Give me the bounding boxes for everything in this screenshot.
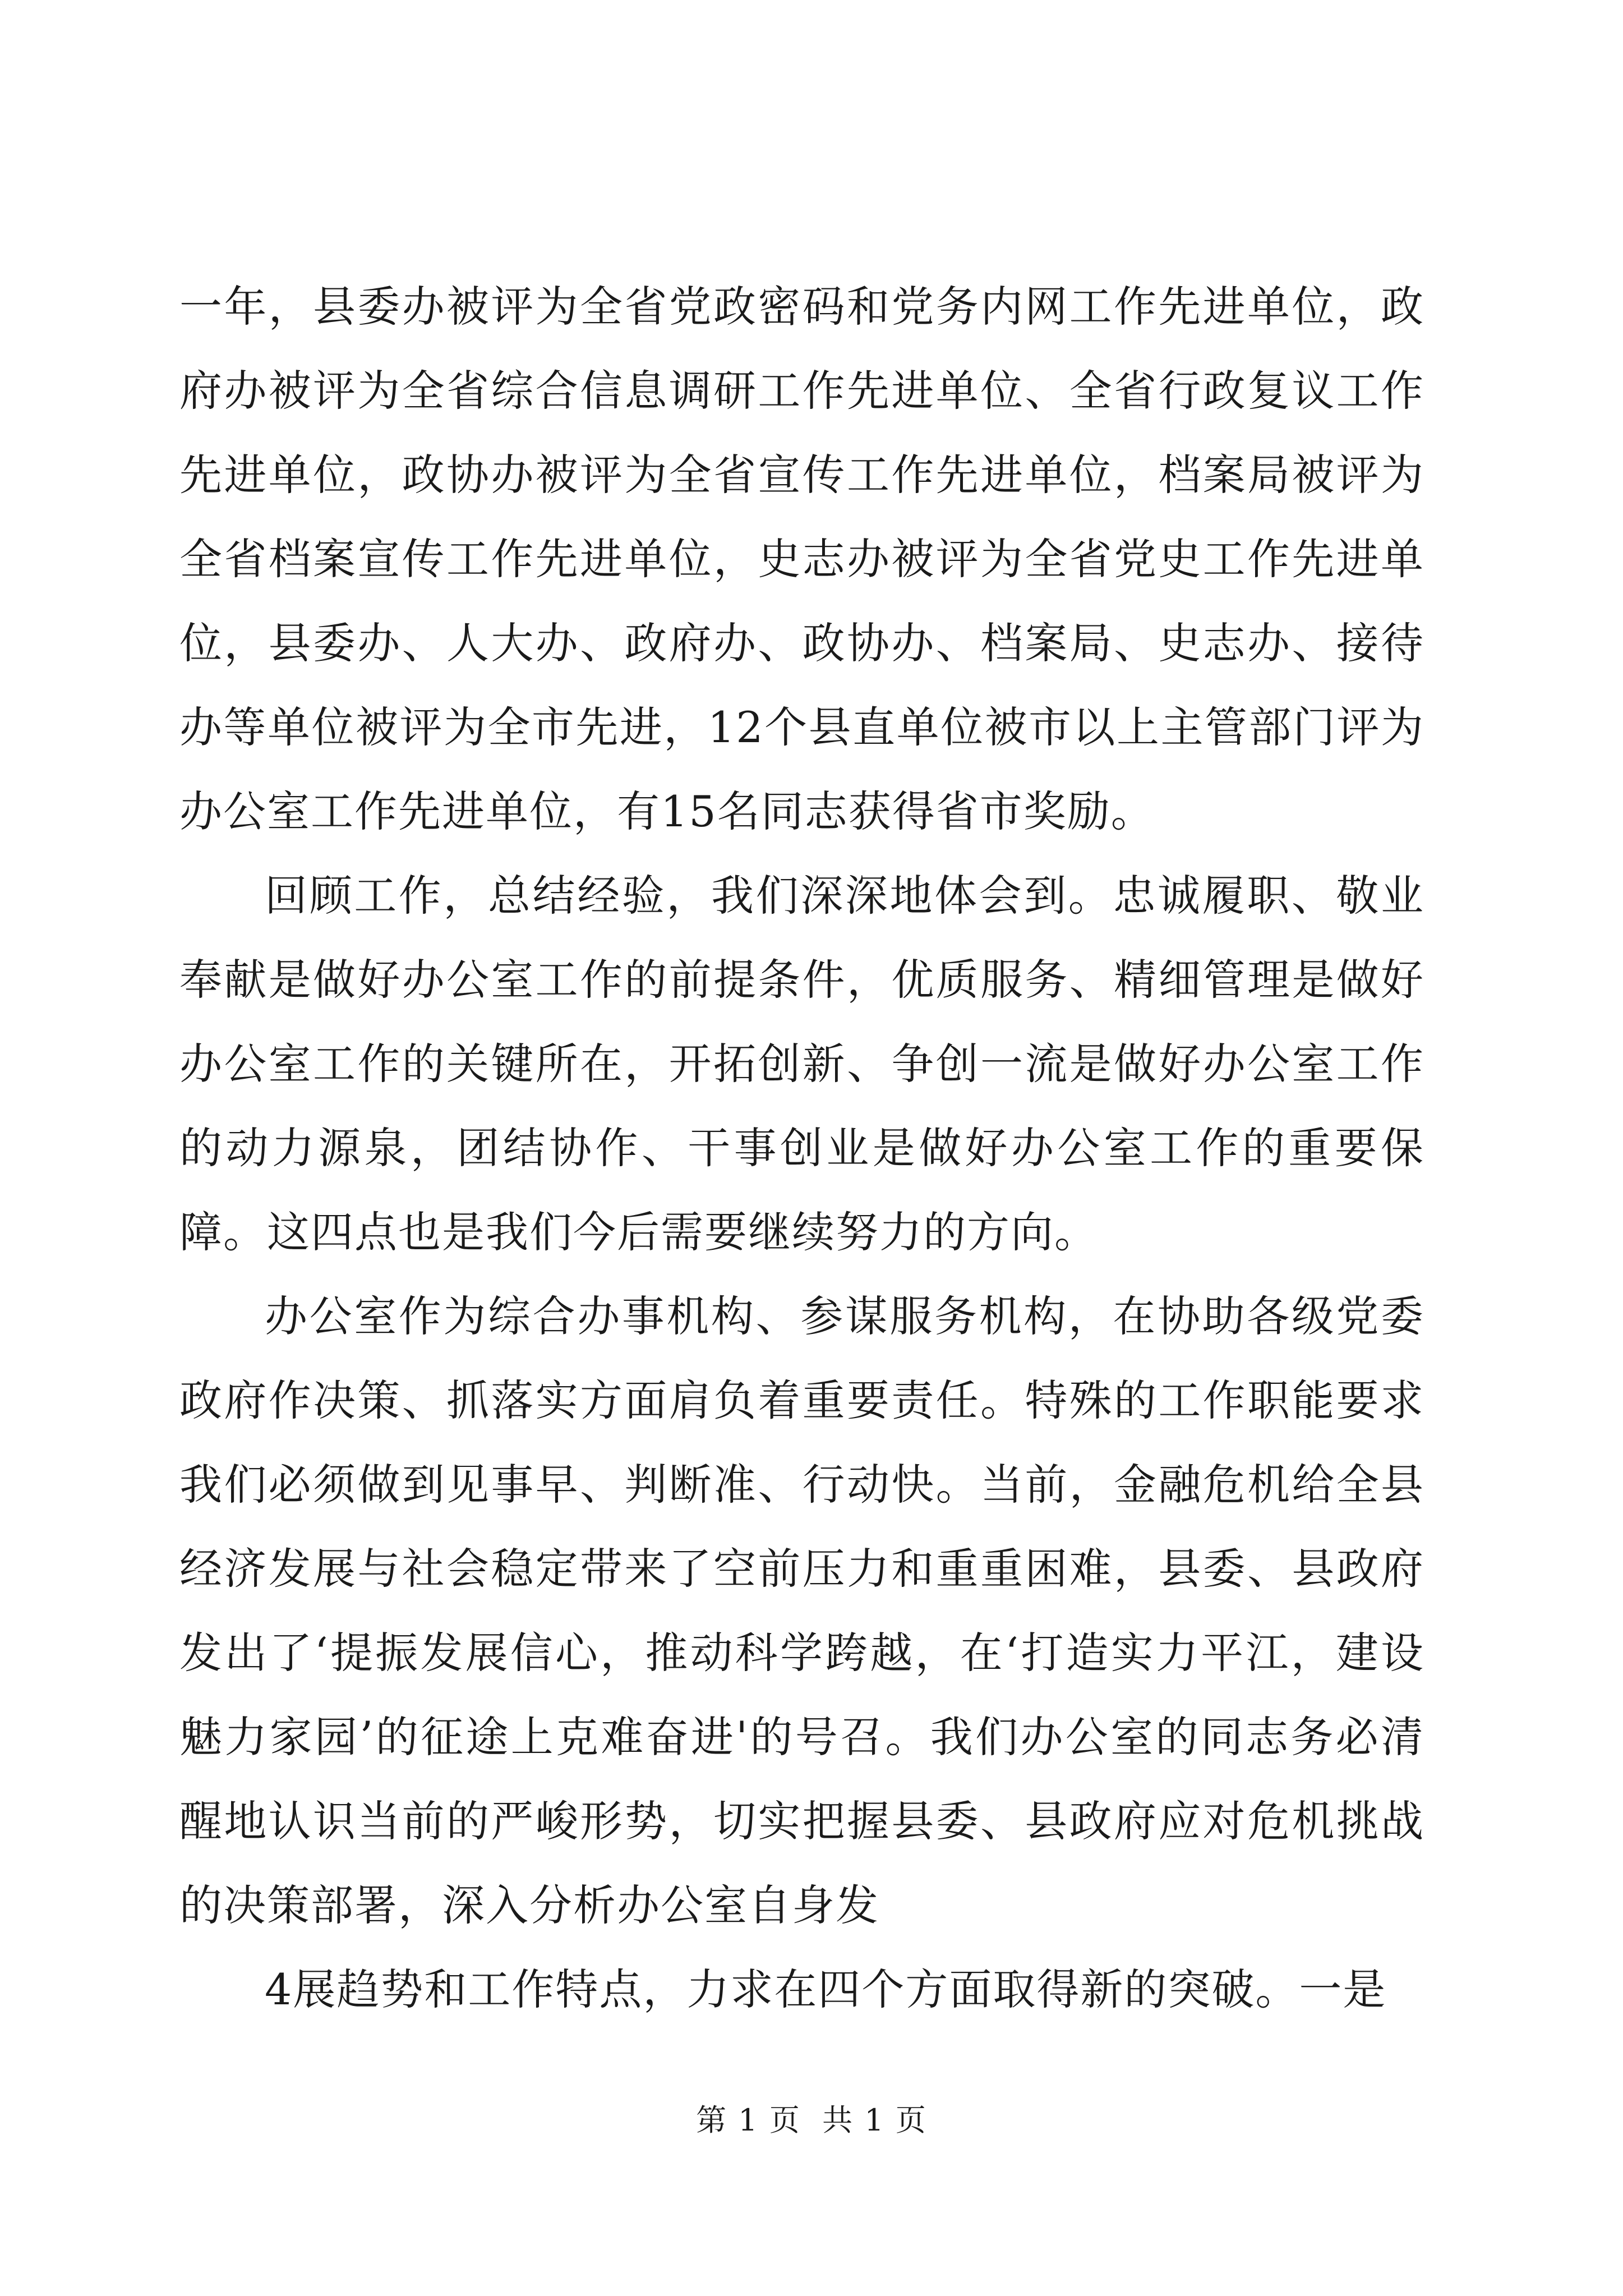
paragraph-2: 回顾工作，总结经验，我们深深地体会到。忠诚履职、敬业奉献是做好办公室工作的前提条件，优质服务、精细管理是做好办公室工作的关键所在，开拓创新、争创一流是做好办公室工作的动力源泉，团结协作、干事创业是做好办公室工作的重要保障。这四点也是我们今后需要继续努力的方向。 xyxy=(179,871,1424,1257)
document-body xyxy=(179,265,1424,2032)
paragraph-1: 一年，县委办被评为全省党政密码和党务内网工作先进单位，政府办被评为全省综合信息调研工作先进单位、全省行政复议工作先进单位，政协办被评为全省宣传工作先进单位，档案局被评为全省档案宣传工作先进单位，史志办被评为全省党史工作先进单位，县委办、人大办、政府办、政协办、档案局、史志办、接待办等单位被评为全市先进，12个县直单位被市以上主管部门评为办公室工作先进单位，有15名同志获得省市奖励。 xyxy=(179,282,1424,836)
page-number-label: 第 1 页 共 1 页 xyxy=(696,2102,927,2138)
paragraph-4: 4展趋势和工作特点，力求在四个方面取得新的突破。一是 xyxy=(265,1964,1387,2014)
page-footer xyxy=(0,2098,1623,2143)
paragraph-3: 办公室作为综合办事机构、参谋服务机构，在协助各级党委政府作决策、抓落实方面肩负着重要责任。特殊的工作职能要求我们必须做到见事早、判断准、行动快。当前，金融危机给全县经济发展与社会稳定带来了空前压力和重重困难，县委、县政府发出了‘提振发展信心，推动科学跨越，在‘打造实力平江，建设魅力家园’的征途上克难奋进'的号召。我们办公室的同志务必清醒地认识当前的严峻形势，切实把握县委、县政府应对危机挑战的决策部署，深入分析办公室自身发 xyxy=(179,1291,1424,1930)
